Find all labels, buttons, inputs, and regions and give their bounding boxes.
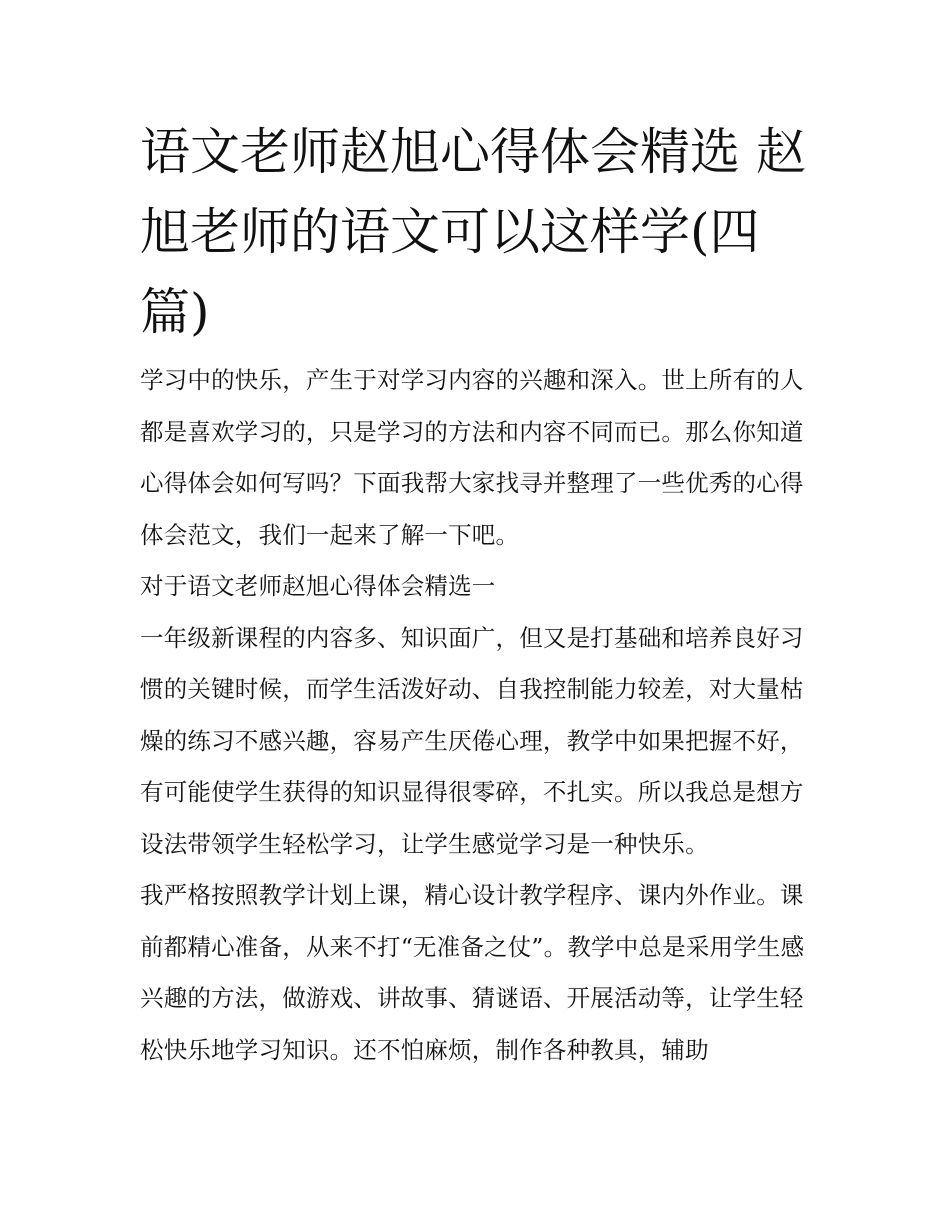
body-paragraph: 一年级新课程的内容多、知识面广，但又是打基础和培养良好习惯的关键时候，而学生活泼好动、自我控制能力较差，对大量枯燥的练习不感兴趣，容易产生厌倦心理，教学中如果把握不好，有可能使学生获得的知识显得很零碎，不扎实。所以我总是想方设法带领学生轻松学习，让学生感觉学习是一种快乐。 bbox=[140, 623, 804, 858]
intro-paragraph: 学习中的快乐，产生于对学习内容的兴趣和深入。世上所有的人都是喜欢学习的，只是学习的方法和内容不同而已。那么你知道心得体会如何写吗？下面我帮大家找寻并整理了一些优秀的心得体会范文，我们一起来了解一下吧。 bbox=[140, 366, 804, 549]
body-paragraph: 我严格按照教学计划上课，精心设计教学程序、课内外作业。课前都精心准备，从来不打“无准备之仗”。教学中总是采用学生感兴趣的方法，做游戏、讲故事、猜谜语、开展活动等，让学生轻松快乐地学习知识。还不怕麻烦，制作各种教具，辅助 bbox=[140, 881, 805, 1064]
document-body bbox=[140, 355, 812, 1076]
section-heading: 对于语文老师赵旭心得体会精选一 bbox=[140, 572, 496, 600]
document-title: 语文老师赵旭心得体会精选 赵旭老师的语文可以这样学(四篇) bbox=[140, 123, 806, 341]
